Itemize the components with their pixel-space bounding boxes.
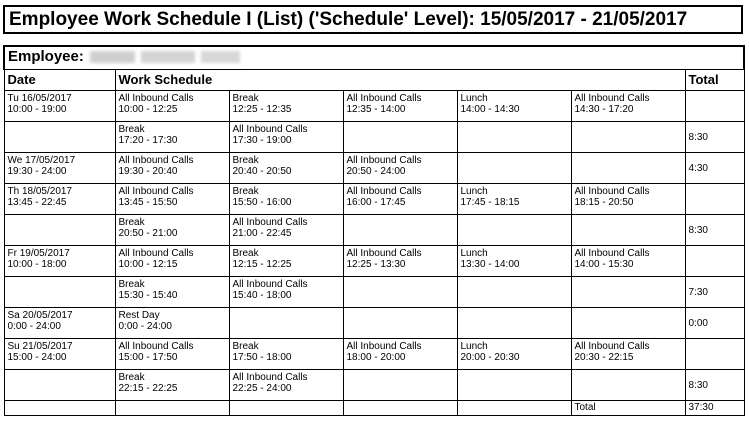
activity-name: Break	[232, 341, 259, 352]
activity-name: Break	[118, 372, 145, 383]
date-cell	[4, 308, 115, 339]
schedule-cell	[343, 184, 457, 215]
activity-time: 20:40 - 20:50	[232, 166, 292, 177]
date-cell	[4, 184, 115, 215]
employee-row	[4, 46, 744, 70]
schedule-cell	[457, 370, 571, 401]
date-text: Fr 19/05/2017	[7, 248, 70, 259]
activity-time: 20:50 - 21:00	[118, 228, 178, 239]
activity-name: Break	[118, 124, 145, 135]
date-cell	[4, 215, 115, 246]
activity-name: All Inbound Calls	[118, 341, 194, 352]
activity-time: 20:00 - 20:30	[460, 352, 520, 363]
date-cell	[4, 277, 115, 308]
date-text: Sa 20/05/2017	[7, 310, 73, 321]
activity-time: 0:00 - 24:00	[118, 321, 172, 332]
row-total: 8:30	[685, 215, 744, 246]
activity-time: 12:15 - 12:25	[232, 259, 292, 270]
activity-name: All Inbound Calls	[232, 372, 308, 383]
schedule-cell	[229, 184, 343, 215]
schedule-cell	[343, 91, 457, 122]
shift-time: 10:00 - 19:00	[7, 104, 67, 115]
activity-name: Break	[232, 93, 259, 104]
schedule-cell	[115, 339, 229, 370]
schedule-cell	[229, 122, 343, 153]
schedule-cell	[229, 370, 343, 401]
activity-name: Lunch	[460, 93, 488, 104]
schedule-cell	[457, 339, 571, 370]
schedule-cell	[229, 215, 343, 246]
activity-time: 12:25 - 13:30	[346, 259, 406, 270]
schedule-cell	[343, 370, 457, 401]
activity-name: All Inbound Calls	[118, 93, 194, 104]
activity-name: All Inbound Calls	[232, 279, 308, 290]
schedule-cell	[571, 215, 685, 246]
header-date: Date	[4, 70, 115, 91]
empty-cell	[4, 401, 115, 416]
activity-time: 19:30 - 20:40	[118, 166, 178, 177]
table-row	[4, 215, 744, 246]
schedule-cell	[571, 246, 685, 277]
date-cell	[4, 91, 115, 122]
empty-cell	[229, 401, 343, 416]
row-total: 0:00	[685, 308, 744, 339]
activity-name: Lunch	[460, 341, 488, 352]
row-total: 8:30	[685, 370, 744, 401]
activity-time: 14:00 - 14:30	[460, 104, 520, 115]
date-text: Su 21/05/2017	[7, 341, 73, 352]
schedule-cell	[571, 308, 685, 339]
table-row	[4, 370, 744, 401]
grand-total-value: 37:30	[685, 401, 744, 416]
activity-time: 15:50 - 16:00	[232, 197, 292, 208]
table-row	[4, 184, 744, 215]
schedule-cell	[457, 91, 571, 122]
activity-time: 17:20 - 17:30	[118, 135, 178, 146]
schedule-cell	[115, 308, 229, 339]
activity-time: 13:45 - 15:50	[118, 197, 178, 208]
activity-time: 21:00 - 22:45	[232, 228, 292, 239]
activity-name: All Inbound Calls	[574, 93, 650, 104]
activity-name: All Inbound Calls	[346, 93, 422, 104]
activity-time: 12:25 - 12:35	[232, 104, 292, 115]
row-total: 4:30	[685, 153, 744, 184]
date-cell	[4, 122, 115, 153]
activity-time: 15:40 - 18:00	[232, 290, 292, 301]
schedule-cell	[115, 277, 229, 308]
employee-label: Employee:	[8, 48, 84, 65]
date-cell	[4, 339, 115, 370]
schedule-cell	[115, 215, 229, 246]
activity-time: 15:00 - 17:50	[118, 352, 178, 363]
activity-name: All Inbound Calls	[346, 155, 422, 166]
schedule-cell	[457, 246, 571, 277]
activity-name: Break	[232, 186, 259, 197]
shift-time: 19:30 - 24:00	[7, 166, 67, 177]
table-row	[4, 153, 744, 184]
row-total	[685, 246, 744, 277]
schedule-cell	[115, 184, 229, 215]
table-row	[4, 122, 744, 153]
schedule-cell	[571, 122, 685, 153]
shift-time: 0:00 - 24:00	[7, 321, 61, 332]
header-row	[4, 70, 744, 91]
activity-time: 10:00 - 12:15	[118, 259, 178, 270]
schedule-cell	[343, 277, 457, 308]
row-total: 8:30	[685, 122, 744, 153]
schedule-cell	[571, 370, 685, 401]
activity-time: 14:30 - 17:20	[574, 104, 634, 115]
schedule-cell	[571, 184, 685, 215]
schedule-cell	[343, 153, 457, 184]
schedule-cell	[229, 153, 343, 184]
grand-total-label: Total	[571, 401, 685, 416]
activity-name: All Inbound Calls	[574, 341, 650, 352]
activity-time: 17:45 - 18:15	[460, 197, 520, 208]
schedule-cell	[457, 153, 571, 184]
row-total	[685, 91, 744, 122]
empty-cell	[343, 401, 457, 416]
activity-time: 22:25 - 24:00	[232, 383, 292, 394]
table-row	[4, 339, 744, 370]
activity-name: All Inbound Calls	[118, 248, 194, 259]
grand-total-row	[4, 401, 744, 416]
schedule-cell	[115, 246, 229, 277]
table-row	[4, 91, 744, 122]
date-cell	[4, 153, 115, 184]
date-text: Tu 16/05/2017	[7, 93, 72, 104]
schedule-cell	[115, 153, 229, 184]
activity-time: 18:00 - 20:00	[346, 352, 406, 363]
activity-name: All Inbound Calls	[346, 248, 422, 259]
activity-name: All Inbound Calls	[118, 155, 194, 166]
page-title: Employee Work Schedule I (List) ('Schedule' Level): 15/05/2017 - 21/05/2017	[3, 5, 743, 34]
activity-name: All Inbound Calls	[346, 186, 422, 197]
schedule-cell	[457, 122, 571, 153]
schedule-cell	[457, 308, 571, 339]
shift-time: 15:00 - 24:00	[7, 352, 67, 363]
schedule-cell	[229, 277, 343, 308]
table-row	[4, 308, 744, 339]
activity-name: Lunch	[460, 186, 488, 197]
schedule-cell	[571, 277, 685, 308]
row-total	[685, 339, 744, 370]
activity-name: Break	[232, 248, 259, 259]
activity-time: 20:30 - 22:15	[574, 352, 634, 363]
schedule-cell	[115, 122, 229, 153]
empty-cell	[457, 401, 571, 416]
activity-name: All Inbound Calls	[232, 217, 308, 228]
activity-name: Break	[118, 217, 145, 228]
activity-time: 20:50 - 24:00	[346, 166, 406, 177]
schedule-cell	[571, 153, 685, 184]
schedule-cell	[343, 122, 457, 153]
activity-name: Lunch	[460, 248, 488, 259]
employee-cell	[4, 46, 744, 70]
activity-time: 12:35 - 14:00	[346, 104, 406, 115]
activity-time: 17:30 - 19:00	[232, 135, 292, 146]
activity-time: 22:15 - 22:25	[118, 383, 178, 394]
activity-name: All Inbound Calls	[232, 124, 308, 135]
activity-time: 18:15 - 20:50	[574, 197, 634, 208]
date-text: Th 18/05/2017	[7, 186, 72, 197]
activity-time: 13:30 - 14:00	[460, 259, 520, 270]
activity-name: All Inbound Calls	[574, 248, 650, 259]
table-row	[4, 246, 744, 277]
header-work-schedule: Work Schedule	[115, 70, 685, 91]
activity-name: All Inbound Calls	[574, 186, 650, 197]
schedule-cell	[229, 308, 343, 339]
schedule-cell	[115, 91, 229, 122]
date-cell	[4, 370, 115, 401]
activity-name: All Inbound Calls	[118, 186, 194, 197]
schedule-cell	[229, 339, 343, 370]
activity-name: Break	[118, 279, 145, 290]
shift-time: 10:00 - 18:00	[7, 259, 67, 270]
schedule-cell	[229, 246, 343, 277]
schedule-cell	[457, 215, 571, 246]
schedule-table	[3, 45, 745, 416]
activity-time: 17:50 - 18:00	[232, 352, 292, 363]
schedule-cell	[343, 246, 457, 277]
activity-time: 16:00 - 17:45	[346, 197, 406, 208]
activity-name: Break	[232, 155, 259, 166]
schedule-cell	[457, 277, 571, 308]
activity-time: 14:00 - 15:30	[574, 259, 634, 270]
empty-cell	[115, 401, 229, 416]
schedule-cell	[571, 339, 685, 370]
schedule-cell	[115, 370, 229, 401]
schedule-cell	[571, 91, 685, 122]
activity-name: All Inbound Calls	[346, 341, 422, 352]
schedule-cell	[343, 308, 457, 339]
activity-time: 15:30 - 15:40	[118, 290, 178, 301]
employee-name-redacted	[90, 51, 240, 63]
row-total	[685, 184, 744, 215]
activity-name: Rest Day	[118, 310, 160, 321]
row-total: 7:30	[685, 277, 744, 308]
schedule-cell	[343, 215, 457, 246]
date-cell	[4, 246, 115, 277]
schedule-cell	[229, 91, 343, 122]
table-row	[4, 277, 744, 308]
shift-time: 13:45 - 22:45	[7, 197, 67, 208]
header-total: Total	[685, 70, 744, 91]
schedule-cell	[457, 184, 571, 215]
activity-time: 10:00 - 12:25	[118, 104, 178, 115]
date-text: We 17/05/2017	[7, 155, 76, 166]
schedule-cell	[343, 339, 457, 370]
